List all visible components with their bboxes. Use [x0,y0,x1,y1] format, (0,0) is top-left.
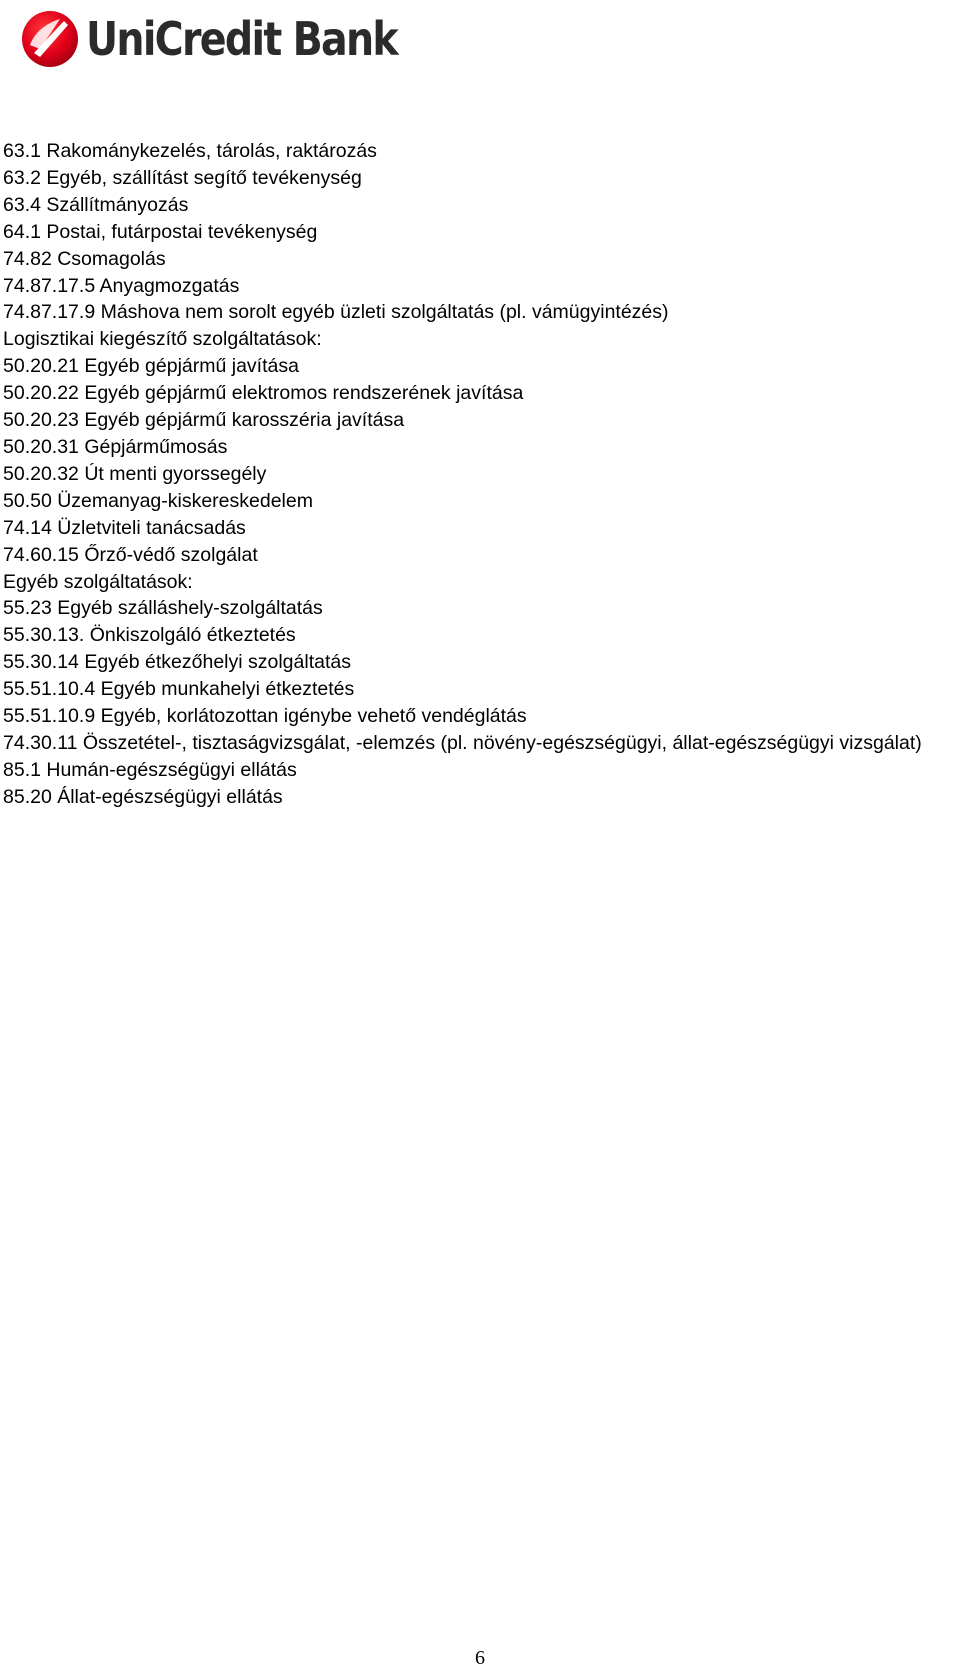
list-item: 74.60.15 Őrző-védő szolgálat [3,543,258,566]
list-item: 55.51.10.9 Egyéb, korlátozottan igénybe vehető vendéglátás [3,705,527,728]
list-item: 50.20.23 Egyéb gépjármű karosszéria javítása [3,409,405,432]
list-item: 55.30.13. Önkiszolgáló étkeztetés [3,624,296,647]
document-body [3,138,958,811]
list-item: 50.20.22 Egyéb gépjármű elektromos rendszerének javítása [3,382,524,405]
list-item: 64.1 Postai, futárpostai tevékenység [3,220,318,243]
list-item: 74.30.11 Összetétel-, tisztaságvizsgálat, -elemzés (pl. növény-egészségügyi, állat-egészségügyi vizsgálat) [3,731,922,754]
list-item: 85.20 Állat-egészségügyi ellátás [3,785,283,808]
list-item: 50.20.31 Gépjárműmosás [3,435,228,458]
list-item: 85.1 Humán-egészségügyi ellátás [3,758,297,781]
logo-wordmark: UniCredit Bank [86,12,398,66]
list-item: 63.1 Rakománykezelés, tárolás, raktározás [3,140,377,162]
section-heading: Egyéb szolgáltatások: [3,570,193,593]
list-item: 74.87.17.5 Anyagmozgatás [3,274,240,297]
list-item: 63.2 Egyéb, szállítást segítő tevékenység [3,166,362,189]
list-item: 50.50 Üzemanyag-kiskereskedelem [3,489,313,512]
list-item: 50.20.32 Út menti gyorssegély [3,462,267,485]
list-item: 74.87.17.9 Máshova nem sorolt egyéb üzleti szolgáltatás (pl. vámügyintézés) [3,301,669,324]
section-heading: Logisztikai kiegészítő szolgáltatások: [3,328,322,351]
header [20,8,448,70]
list-item: 63.4 Szállítmányozás [3,193,189,216]
list-item: 74.14 Üzletviteli tanácsadás [3,516,246,539]
list-item: 50.20.21 Egyéb gépjármű javítása [3,355,299,378]
unicredit-logo-icon [20,9,80,69]
page-number: 6 [475,1647,485,1669]
list-item: 55.51.10.4 Egyéb munkahelyi étkeztetés [3,678,355,701]
list-item: 55.23 Egyéb szálláshely-szolgáltatás [3,597,323,620]
list-item: 55.30.14 Egyéb étkezőhelyi szolgáltatás [3,651,351,674]
list-item: 74.82 Csomagolás [3,247,166,270]
